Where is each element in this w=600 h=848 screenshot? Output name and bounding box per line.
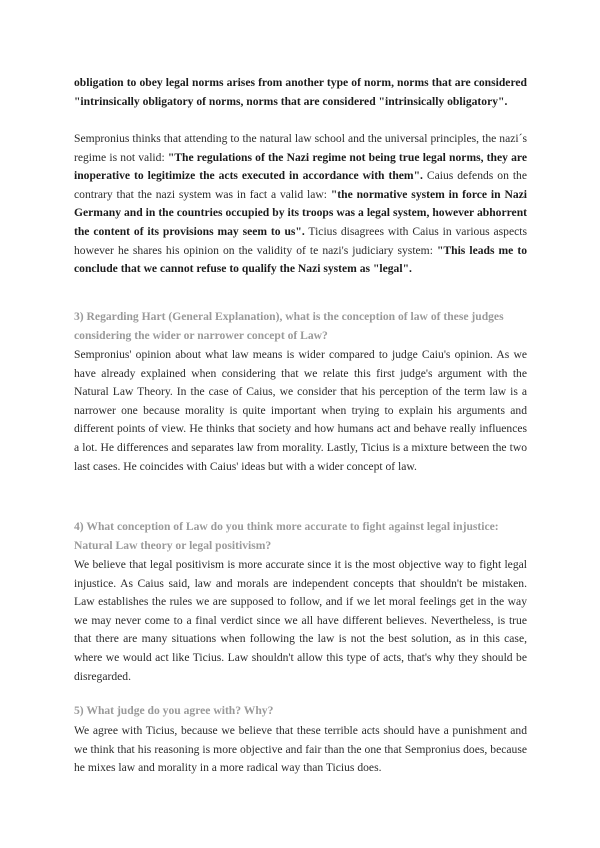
sempronius-quote: "The regulations of the Nazi regime not being true legal norms, they are inoperative to legitimize the acts executed in accordance with them".	[74, 150, 527, 183]
intro-bold-paragraph	[74, 74, 527, 111]
caius-intro: Caius defends on the contrary that the nazi system was in fact a valid law:	[74, 169, 527, 201]
question-3-heading: 3) Regarding Hart (General Explanation), what is the conception of law of these judges considering the wider or narrower concept of Law?	[74, 310, 504, 342]
judges-opinions-paragraph	[74, 130, 527, 279]
caius-quote: "the normative system in force in Nazi Germany and in the countries occupied by its troops was a legal system, however abhorrent the content of its provisions may seem to us".	[74, 187, 527, 238]
question-4-heading: 4) What conception of Law do you think more accurate to fight against legal injustice: Natural Law theory or legal positivism?	[74, 520, 499, 552]
ticius-intro: Ticius disagrees with Caius in various aspects however he shares his opinion on the validity of te nazi's judiciary system:	[74, 224, 527, 257]
question-4-answer: We believe that legal positivism is more accurate since it is the most objective way to fight legal injustice. As Caius said, law and morals are independent concepts that shouldn't be mistaken. Law establishes the rules we are supposed to follow, and if we let moral feelings get in the way we may never come to a final verdict since we all have different believes. Nevertheless, is true that there are many situations when following the law is not the best solution, as in this case, where we would act like Ticius. Law shouldn't allow this type of acts, that's why they should be disregarded.	[74, 558, 527, 683]
question-5-answer: We agree with Ticius, because we believe that these terrible acts should have a punishment and we think that his reasoning is more objective and fair than the one that Sempronius does, because he mixes law and morality in a more radical way than Ticius does.	[74, 724, 527, 775]
question-5-heading: 5) What judge do you agree with? Why?	[74, 704, 274, 717]
intro-bold-text: obligation to obey legal norms arises from another type of norm, norms that are considered "intrinsically obligatory of norms, norms that are considered "intrinsically obligatory".	[74, 76, 527, 108]
question-3-answer: Sempronius' opinion about what law means is wider compared to judge Caiu's opinion. As we have already explained when considering that we relate this first judge's argument with the Natural Law Theory. In the case of Caius, we consider that his perception of the term law is a narrower one because morality is quite important when trying to explain his arguments and different points of view. He thinks that society and how humans act and behave really influences a lot. He differences and separates law from morality. Lastly, Ticius is a mixture between the two last cases. He coincides with Caius' ideas but with a wider concept of law.	[74, 348, 527, 473]
ticius-quote: "This leads me to conclude that we cannot refuse to qualify the Nazi system as "legal".	[74, 243, 528, 276]
sempronius-intro: Sempronius thinks that attending to the natural law school and the universal principles, the nazi´s regime is not valid:	[74, 132, 527, 164]
